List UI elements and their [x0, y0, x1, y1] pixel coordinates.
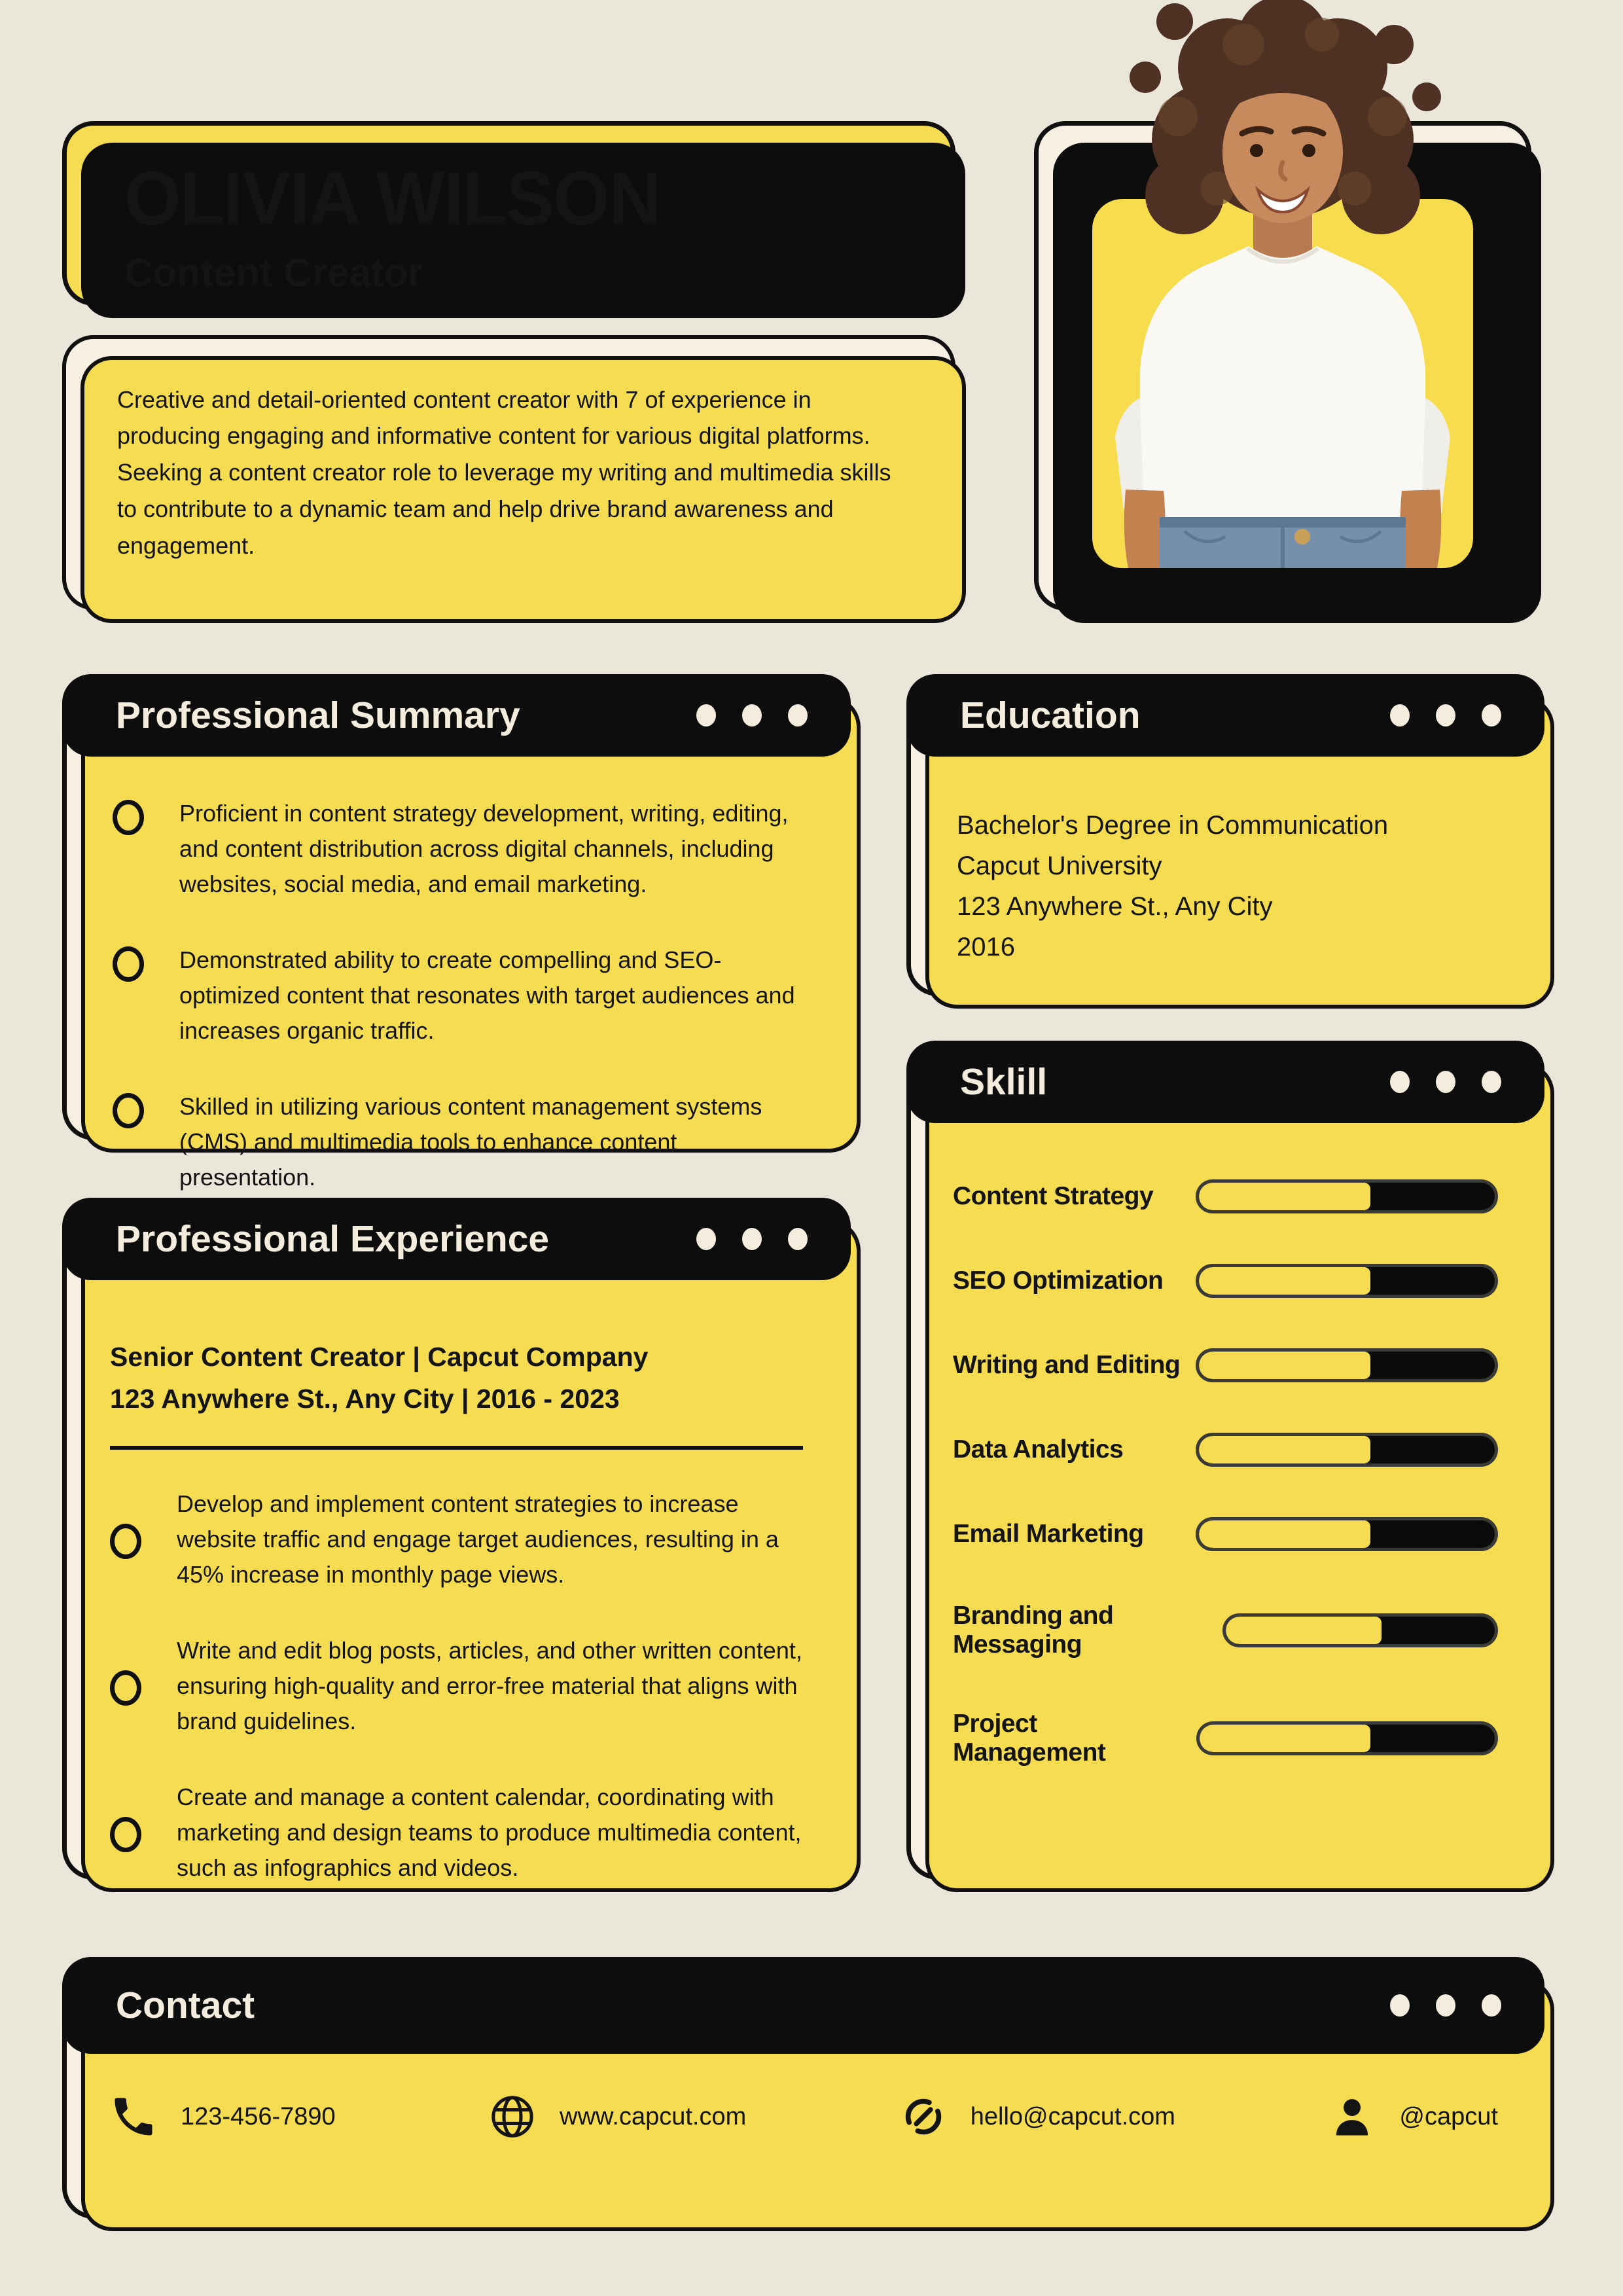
experience-bullet-text: Create and manage a content calendar, coordinating with marketing and design teams to produce multimedia content, such as infographics and videos. [177, 1784, 802, 1882]
education-line: 2016 [957, 933, 1015, 961]
contact-text: 123-456-7890 [181, 2102, 336, 2130]
summary-section [62, 674, 851, 1191]
contact-item [488, 2092, 746, 2142]
skill-row [953, 1348, 1498, 1382]
education-title: Education [960, 694, 1141, 736]
contact-text: hello@capcut.com [970, 2102, 1175, 2130]
window-dots-icon [696, 1228, 808, 1250]
skill-label: SEO Optimization [953, 1266, 1164, 1295]
page-title: OLIVIA WILSON [124, 156, 660, 241]
skill-progress-fill [1199, 1352, 1370, 1379]
summary-bullet-text: Skilled in utilizing various content management systems (CMS) and multimedia tools to enhance content presentation. [179, 1093, 762, 1191]
contact-text: www.capcut.com [560, 2102, 747, 2130]
job-title: Content Creator [124, 251, 423, 295]
skills-list [911, 1123, 1540, 1767]
summary-bullet-text: Proficient in content strategy development, writing, editing, and content distribution across digital channels, including websites, social media, and email marketing. [179, 800, 789, 897]
skill-row [953, 1264, 1498, 1298]
summary-bullet-row [113, 942, 800, 1049]
experience-bullet-row [110, 1633, 803, 1739]
header-card [62, 121, 955, 306]
experience-bullet-row [110, 1486, 803, 1592]
summary-bullet-row [113, 796, 800, 902]
experience-list [110, 1486, 803, 1886]
skills-section [906, 1041, 1544, 1880]
contact-title: Contact [116, 1984, 255, 2026]
skill-label: Branding and Messaging [953, 1602, 1114, 1659]
skill-label: Project Management [953, 1710, 1106, 1767]
skill-progress-fill [1226, 1617, 1382, 1644]
bullet-circle-icon [110, 1670, 141, 1706]
skill-progress-bar [1196, 1264, 1498, 1298]
skill-progress-fill [1199, 1183, 1370, 1210]
summary-title: Professional Summary [116, 694, 520, 736]
window-dots-icon [1390, 704, 1501, 726]
photo-card [1034, 121, 1531, 611]
skill-row [953, 1517, 1498, 1551]
user-icon [1327, 2092, 1377, 2142]
summary-bullet-row [113, 1089, 800, 1195]
contact-list [67, 2054, 1540, 2142]
skill-progress-fill [1199, 1520, 1370, 1548]
link-icon [899, 2092, 948, 2142]
experience-titlebar [62, 1198, 851, 1280]
skill-row [953, 1433, 1498, 1467]
skill-label: Data Analytics [953, 1435, 1124, 1463]
skill-row [953, 1179, 1498, 1213]
education-line: Capcut University [957, 852, 1162, 880]
skill-progress-bar [1196, 1517, 1498, 1551]
experience-section [62, 1198, 851, 1880]
skills-titlebar [906, 1041, 1544, 1123]
skill-row [953, 1710, 1498, 1767]
contact-text: @capcut [1399, 2102, 1498, 2130]
skill-progress-bar [1222, 1613, 1498, 1647]
skill-label: Writing and Editing [953, 1351, 1181, 1379]
summary-list [67, 757, 846, 1234]
window-dots-icon [1390, 1071, 1501, 1093]
bullet-circle-icon [113, 800, 144, 835]
bullet-circle-icon [113, 946, 144, 982]
intro-text: Creative and detail-oriented content creator with 7 of experience in producing engaging and informative content for various digital platforms. Seeking a content creator role to leverage my writing and multimedia skills to contribute to a dynamic team and help drive brand awareness and engagement. [117, 386, 891, 559]
education-line: 123 Anywhere St., Any City [957, 892, 1273, 921]
summary-titlebar [62, 674, 851, 757]
portrait-photo [1086, 5, 1479, 568]
skill-progress-fill [1199, 1436, 1370, 1463]
skills-title: Sklill [960, 1061, 1048, 1103]
experience-bullet-row [110, 1780, 803, 1886]
contact-titlebar [62, 1957, 1544, 2054]
education-section [906, 674, 1544, 996]
bullet-circle-icon [110, 1524, 141, 1559]
skill-label: Email Marketing [953, 1520, 1144, 1548]
bullet-circle-icon [113, 1093, 144, 1128]
contact-item [1327, 2092, 1498, 2142]
education-lines [911, 757, 1540, 1016]
experience-bullet-text: Develop and implement content strategies to increase website traffic and engage target audiences, resulting in a 45% increase in monthly page views. [177, 1490, 779, 1588]
skill-progress-bar [1196, 1348, 1498, 1382]
skill-label: Content Strategy [953, 1182, 1154, 1210]
window-dots-icon [1390, 1994, 1501, 2017]
education-titlebar [906, 674, 1544, 757]
skill-progress-bar [1196, 1721, 1498, 1755]
skill-progress-fill [1200, 1725, 1371, 1752]
intro-card [62, 335, 955, 610]
skill-progress-bar [1196, 1433, 1498, 1467]
experience-role: Senior Content Creator | Capcut Company [110, 1342, 649, 1372]
skill-row [953, 1602, 1498, 1659]
globe-icon [488, 2092, 537, 2142]
skill-progress-bar [1196, 1179, 1498, 1213]
divider [110, 1446, 803, 1450]
skill-progress-fill [1199, 1267, 1370, 1295]
contact-item [899, 2092, 1175, 2142]
experience-body [67, 1280, 846, 1942]
experience-meta: 123 Anywhere St., Any City | 2016 - 2023 [110, 1383, 620, 1414]
education-line: Bachelor's Degree in Communication [957, 811, 1389, 840]
contact-item [109, 2092, 336, 2142]
window-dots-icon [696, 704, 808, 726]
experience-title: Professional Experience [116, 1218, 550, 1260]
contact-section [62, 1957, 1544, 2219]
experience-bullet-text: Write and edit blog posts, articles, and other written content, ensuring high-quality and error-free material that aligns with brand guidelines. [177, 1637, 802, 1735]
phone-icon [109, 2092, 158, 2142]
summary-bullet-text: Demonstrated ability to create compelling and SEO-optimized content that resonates with target audiences and increases organic traffic. [179, 946, 795, 1044]
bullet-circle-icon [110, 1817, 141, 1852]
